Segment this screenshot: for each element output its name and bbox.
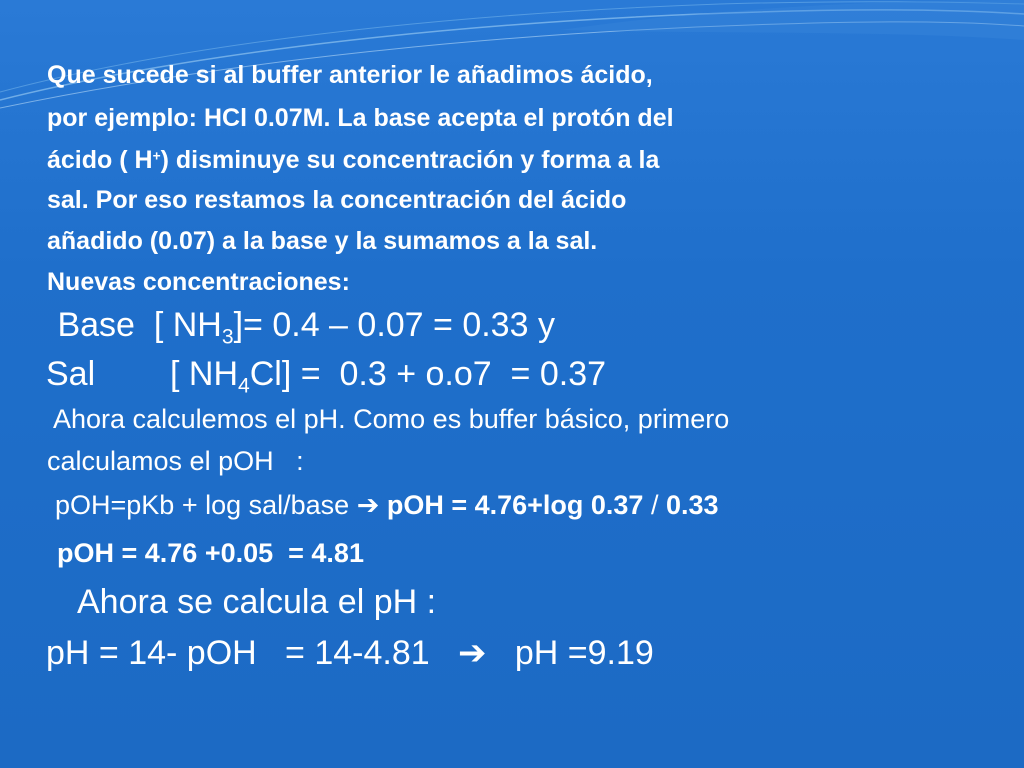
poh-result: pOH = 4.76 +0.05 = 4.81 — [57, 538, 364, 568]
paragraph-line-4: sal. Por eso restamos la concentración del ácido — [47, 186, 627, 214]
ph-intro: Ahora se calcula el pH : — [77, 583, 437, 621]
base-concentration: Base [ $NH_3]= 0.4 - 0.07 = 0.33$ y — [48, 306, 555, 349]
paragraph-line-3: ácido ( H+) disminuye su concentración y forma a la — [47, 146, 660, 174]
arrow-right-icon: ➔ — [458, 633, 487, 673]
arrow-right-icon: ➔ — [356, 490, 380, 521]
paragraph-line-5: añadido (0.07) a la base y la sumamos a la sal. — [47, 227, 598, 255]
salt-concentration: Sal [ $NH_4Cl] = 0.3 + o.o7 = 0.37$ — [46, 355, 607, 398]
explanation-line-2: calculamos el pOH : — [47, 446, 304, 476]
explanation-line-1: Ahora calculemos el pH. Como es buffer básico, primero — [47, 404, 730, 434]
henderson-formula: pOH=pKb + log sal/base ➔ pOH = 4.76+log 0.37 / 0.33 — [55, 490, 719, 521]
paragraph-line-2: por ejemplo: HCl 0.07M. La base acepta el protón del — [47, 104, 674, 132]
paragraph-line-1: Que sucede si al buffer anterior le añadimos ácido, — [47, 61, 653, 89]
paragraph-line-6: Nuevas concentraciones: — [47, 268, 350, 296]
ph-calculation: pH = 14- pOH = 14-4.81 ➔ pH =9.19 — [46, 633, 654, 673]
